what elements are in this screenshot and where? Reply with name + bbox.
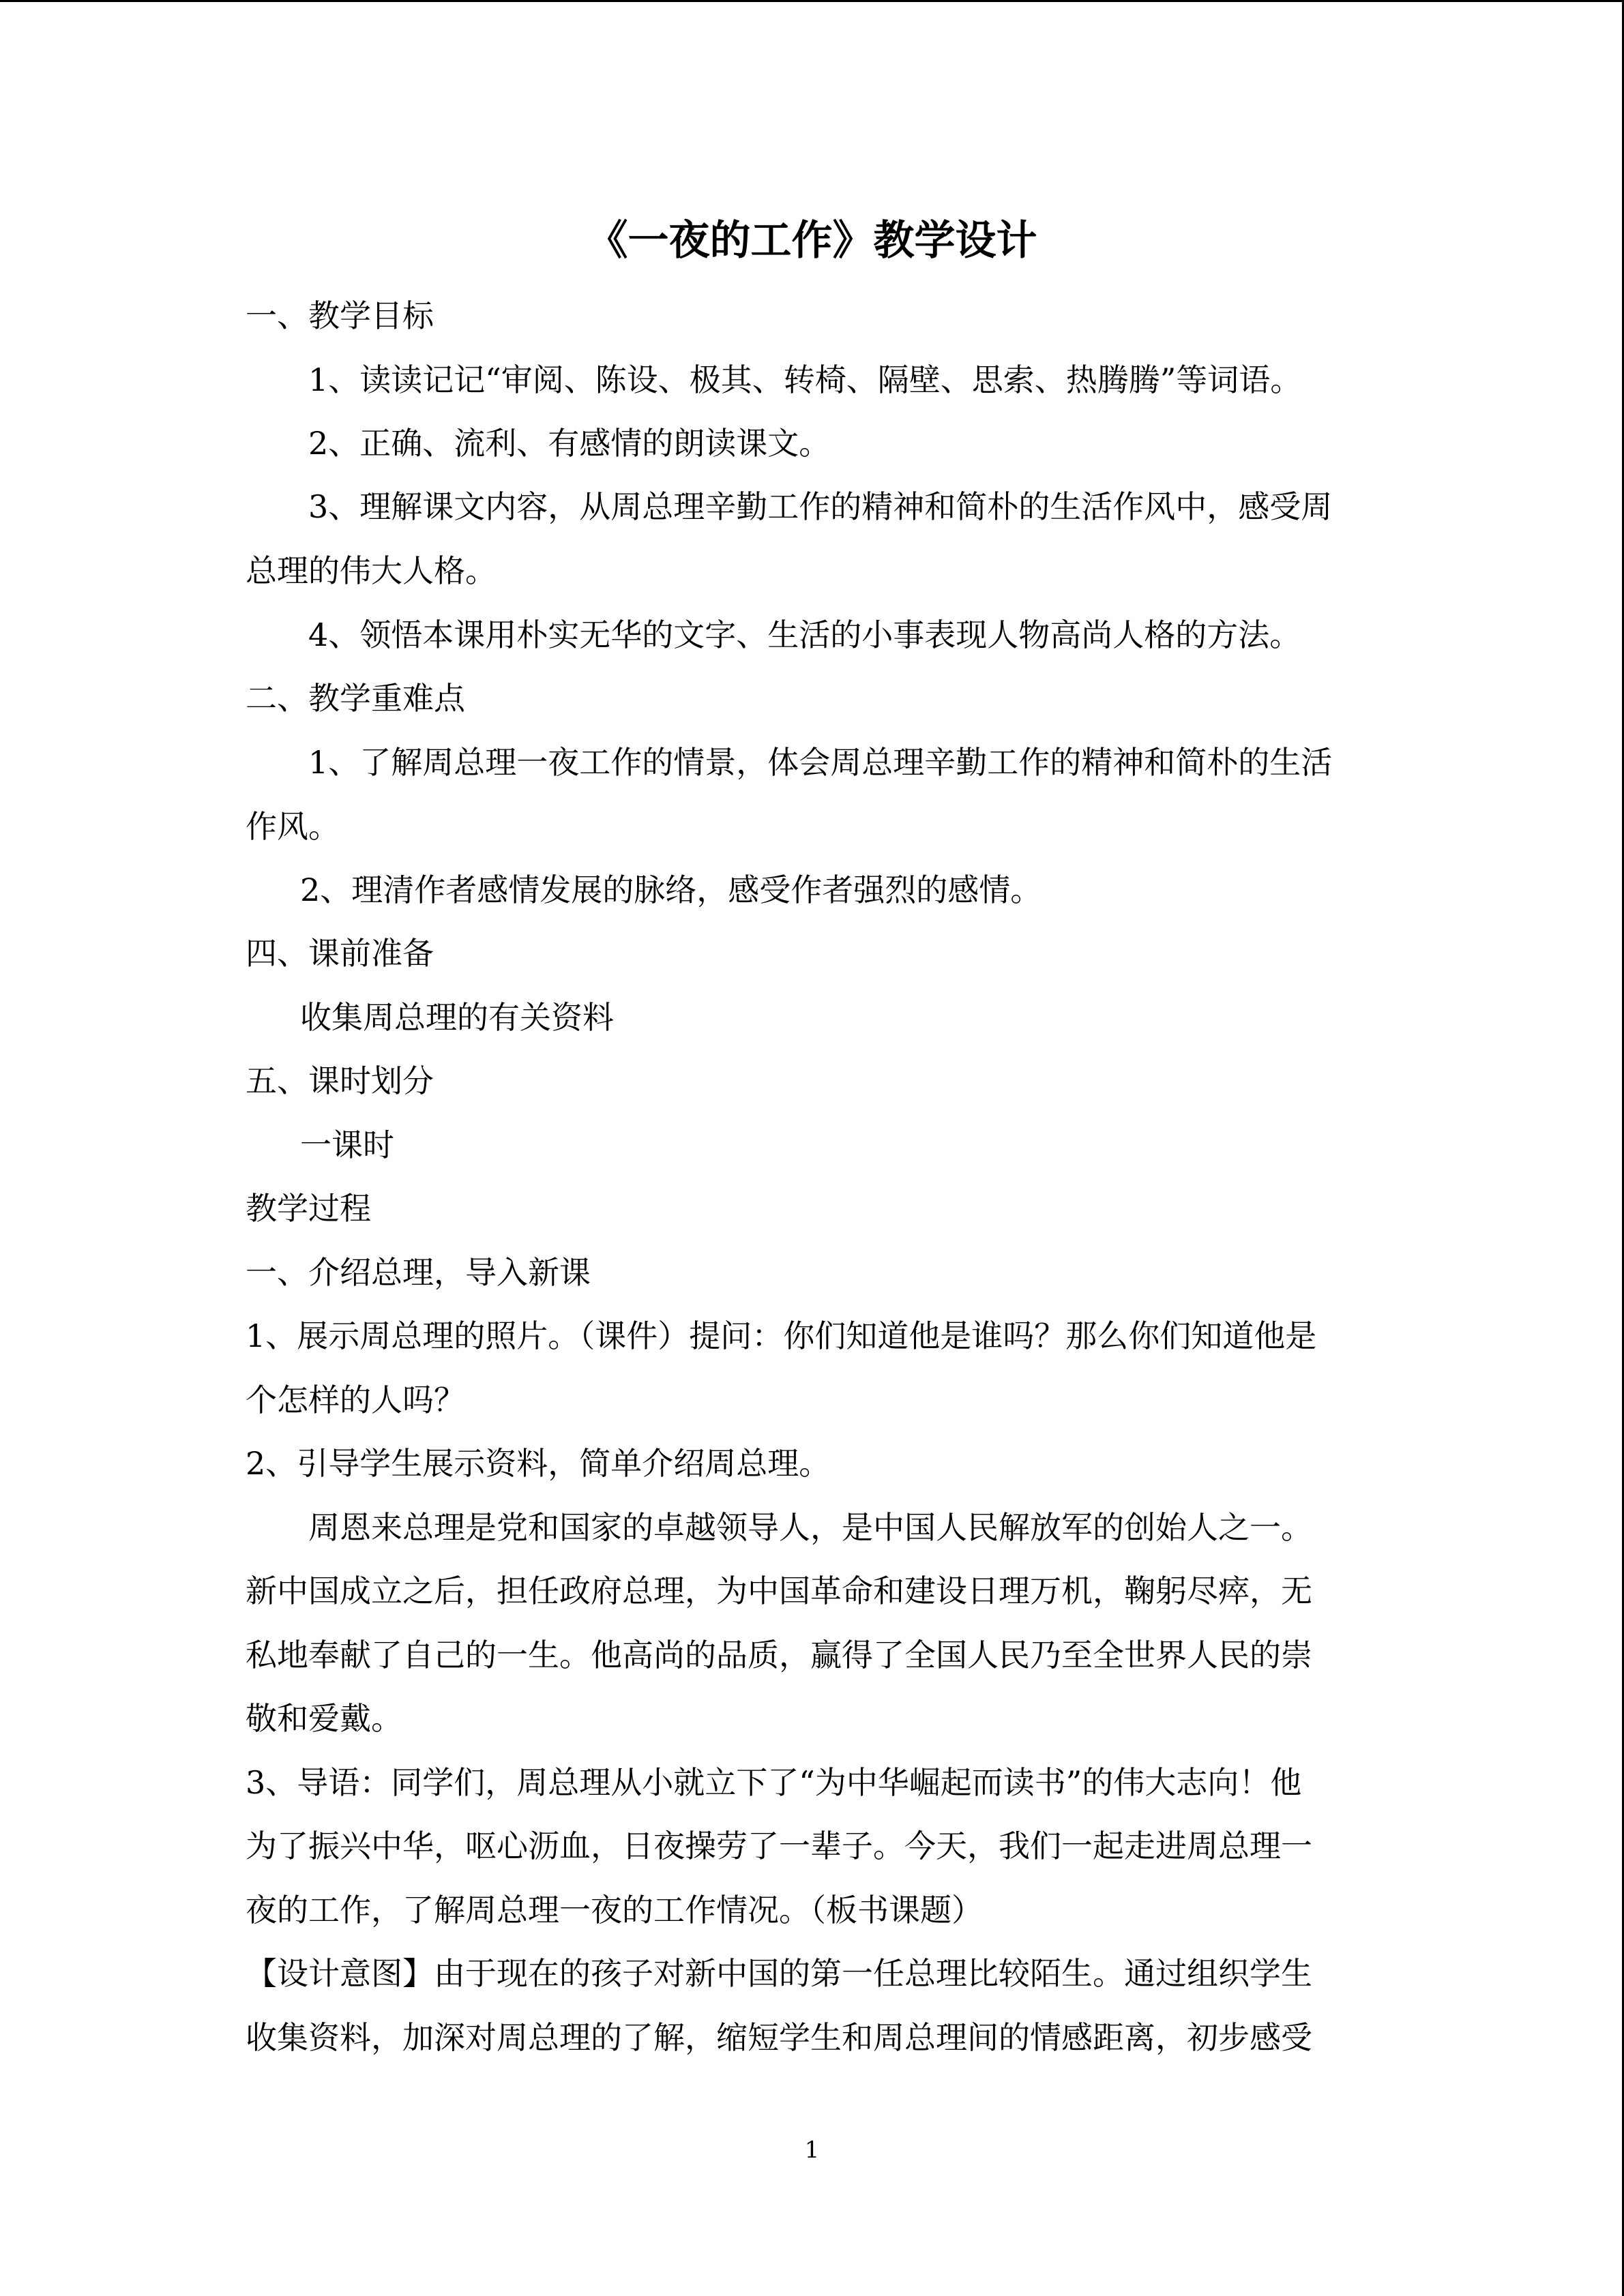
page-number: 1 [804,2136,820,2164]
key-point-1-continued: 作风。 [246,808,340,845]
step-1: 1、展示周总理的照片。（课件）提问：你们知道他是谁吗？那么你们知道他是 [246,1317,1317,1354]
objective-1: 1、读读记记“审阅、陈设、极其、转椅、隔壁、思索、热腾腾”等词语。 [308,361,1302,398]
key-point-1: 1、了解周总理一夜工作的情景，体会周总理辛勤工作的精神和简朴的生活 [308,744,1333,781]
objective-3: 3、理解课文内容，从周总理辛勤工作的精神和简朴的生活作风中，感受周 [308,488,1333,525]
step-3-continued-1: 为了振兴中华，呕心沥血，日夜操劳了一辈子。今天，我们一起走进周总理一 [246,1828,1312,1864]
section-heading-preparation: 四、课前准备 [246,935,434,972]
biography-paragraph-line-2: 新中国成立之后，担任政府总理，为中国革命和建设日理万机，鞠躬尽瘁，无 [246,1572,1312,1609]
biography-paragraph-line-3: 私地奉献了自己的一生。他高尚的品质，赢得了全国人民乃至全世界人民的崇 [246,1637,1312,1673]
design-intent-line-2: 收集资料，加深对周总理的了解，缩短学生和周总理间的情感距离，初步感受 [246,2019,1312,2056]
preparation-text: 收集周总理的有关资料 [300,999,614,1036]
key-point-2: 2、理清作者感情发展的脉络，感受作者强烈的感情。 [300,871,1042,908]
section-heading-objectives: 一、教学目标 [246,297,434,334]
biography-paragraph-line-4: 敬和爱戴。 [246,1700,402,1737]
step-1-continued: 个怎样的人吗？ [246,1382,465,1418]
step-3: 3、导语：同学们，周总理从小就立下了“为中华崛起而读书”的伟大志向！他 [246,1764,1302,1801]
biography-paragraph-line-1: 周恩来总理是党和国家的卓越领导人，是中国人民解放军的创始人之一。 [308,1509,1312,1546]
section-heading-process: 教学过程 [246,1190,371,1227]
document-title: 《一夜的工作》教学设计 [587,217,1037,265]
section-heading-key-points: 二、教学重难点 [246,680,465,717]
step-2: 2、引导学生展示资料，简单介绍周总理。 [246,1445,831,1482]
design-intent-line-1: 【设计意图】由于现在的孩子对新中国的第一任总理比较陌生。通过组织学生 [246,1955,1312,1992]
objective-4: 4、领悟本课用朴实无华的文字、生活的小事表现人物高尚人格的方法。 [308,616,1301,653]
objective-3-continued: 总理的伟大人格。 [246,552,497,589]
step-heading-introduction: 一、介绍总理，导入新课 [246,1254,591,1291]
schedule-text: 一课时 [300,1127,394,1163]
objective-2: 2、正确、流利、有感情的朗读课文。 [308,425,831,462]
section-heading-schedule: 五、课时划分 [246,1062,434,1099]
step-3-continued-2: 夜的工作，了解周总理一夜的工作情况。（板书课题） [246,1892,983,1928]
